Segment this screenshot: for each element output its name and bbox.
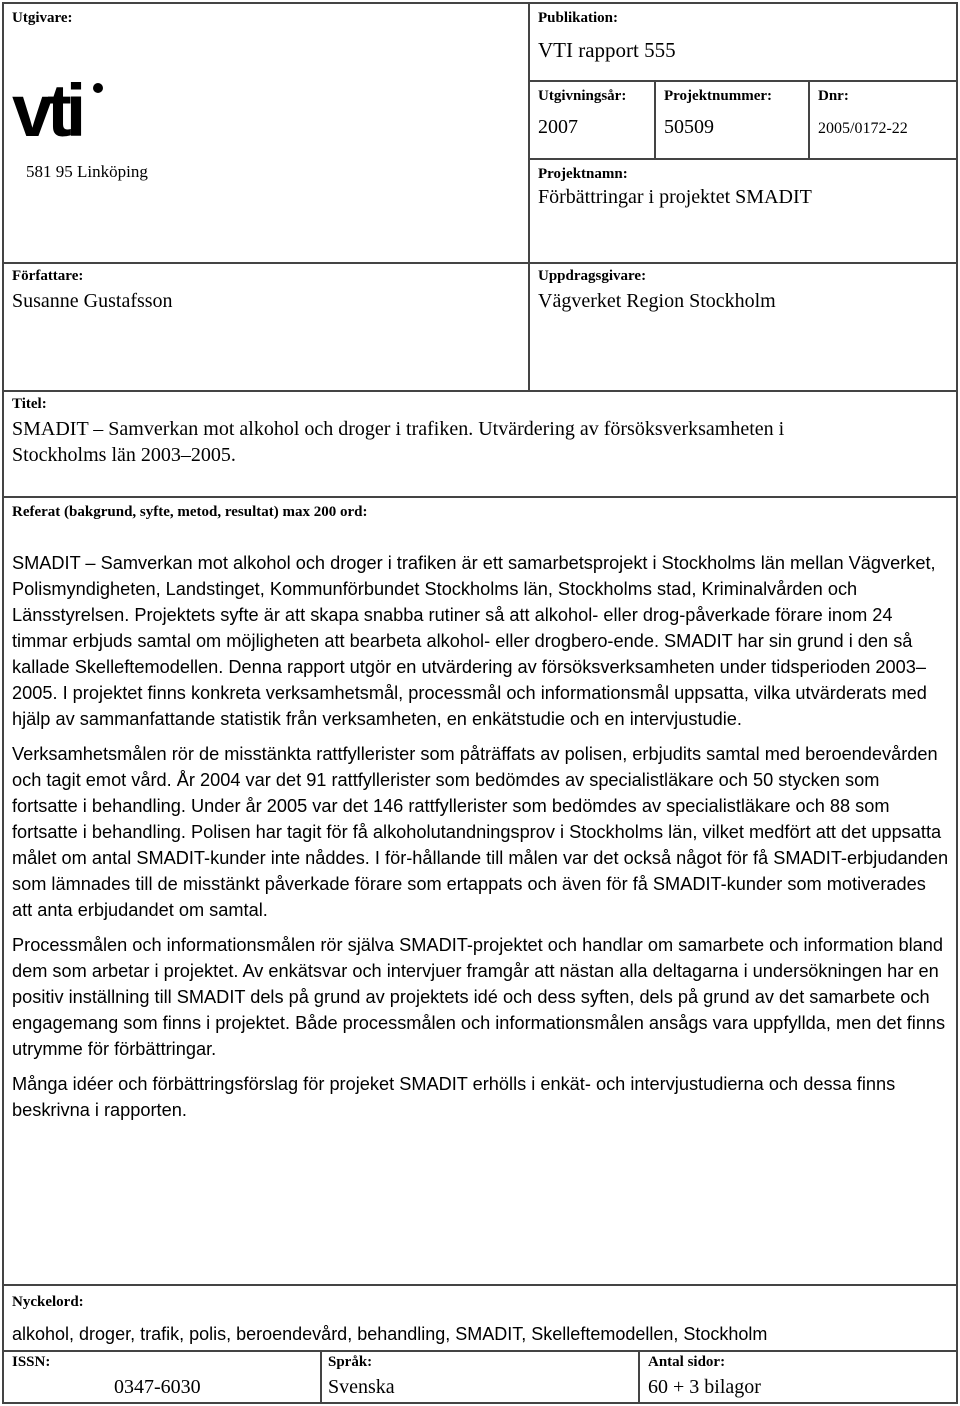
title-box: [2, 390, 958, 498]
title-label: Titel:: [12, 396, 47, 412]
publication-value: VTI rapport 555: [538, 38, 676, 62]
year-box: [528, 80, 656, 160]
dnr-value: 2005/0172-22: [818, 120, 908, 137]
title-line-1: SMADIT – Samverkan mot alkohol och droger i trafiken. Utvärdering av försöksverksamheten i: [12, 418, 785, 440]
project-number-label: Projektnummer:: [664, 88, 773, 104]
issn-label: ISSN:: [12, 1354, 51, 1370]
abstract-box: [2, 496, 958, 1286]
year-label: Utgivningsår:: [538, 88, 627, 104]
abstract-paragraph: Processmålen och informationsmålen rör själva SMADIT-projektet och handlar om samarbete och information bland dem som arbetar i projektet. Av enkätsvar och intervjuer framgår att nästan alla deltagarna i undersökningen har en positiv inställning till SMADIT dels på grund av projektets idé och dess syften, dels på grund av det samarbete och engagemang som finns i projektet. Både processmålen och informationsmålen ansågs vara uppfyllda, men det finns utrymme för förbättringar.: [12, 935, 946, 1059]
keywords-value: alkohol, droger, trafik, polis, beroendevård, behandling, SMADIT, Skelleftemodellen, Stockholm: [12, 1324, 768, 1344]
project-number-value: 50509: [664, 116, 714, 138]
publication-box: [528, 2, 958, 82]
issn-box: [2, 1350, 322, 1404]
vti-logo-text: vti: [12, 82, 81, 144]
pages-value: 60 + 3 bilagor: [648, 1376, 761, 1398]
client-label: Uppdragsgivare:: [538, 268, 647, 284]
pages-box: [638, 1350, 958, 1404]
abstract-label: Referat (bakgrund, syfte, metod, resultat) max 200 ord:: [12, 504, 368, 520]
publisher-label: Utgivare:: [12, 10, 73, 26]
language-box: [320, 1350, 640, 1404]
language-label: Språk:: [328, 1354, 373, 1370]
vti-logo: [12, 82, 104, 144]
pages-label: Antal sidor:: [648, 1354, 726, 1370]
publication-label: Publikation:: [538, 10, 619, 26]
issn-value: 0347-6030: [114, 1376, 201, 1398]
publisher-address: 581 95 Linköping: [26, 162, 148, 181]
year-value: 2007: [538, 116, 578, 138]
client-box: [528, 262, 958, 392]
project-name-value: Förbättringar i projektet SMADIT: [538, 186, 812, 208]
client-value: Vägverket Region Stockholm: [538, 290, 776, 312]
keywords-box: [2, 1284, 958, 1352]
abstract-paragraph: Många idéer och förbättringsförslag för projeket SMADIT erhölls i enkät- och intervjustudierna och dessa finns beskrivna i rapporten.: [12, 1074, 896, 1120]
author-box: [2, 262, 530, 392]
abstract-text: [12, 550, 950, 1132]
author-label: Författare:: [12, 268, 84, 284]
dnr-box: [808, 80, 958, 160]
author-value: Susanne Gustafsson: [12, 290, 173, 312]
keywords-label: Nyckelord:: [12, 1294, 84, 1310]
title-line-2: Stockholms län 2003–2005.: [12, 444, 236, 466]
project-name-label: Projektnamn:: [538, 166, 628, 182]
dnr-label: Dnr:: [818, 88, 849, 104]
abstract-paragraph: Verksamhetsmålen rör de misstänkta rattfyllerister som påträffats av polisen, erbjudits samtal med beroendevården och tagit emot vård. År 2004 var det 91 rattfyllerister som bedömdes av specialistläkare och 50 stycken som fortsatte i behandling. Under år 2005 var det 146 rattfyllerister som bedömdes av specialistläkare och 88 som fortsatte i behandling. Polisen har tagit för få alkoholutandningsprov i Stockholms län, vilket medfört att det uppsatta målet om antal SMADIT-kunder inte nåddes. I för-hållande till målen var det också något för få SMADIT-erbjudanden som lämnades till de misstänkt påverkade förare som ertappats och även för få SMADIT-kunder som motiverades att anta erbjudandet om samtal.: [12, 744, 949, 920]
project-name-box: [528, 158, 958, 264]
project-number-box: [654, 80, 810, 160]
abstract-paragraph: SMADIT – Samverkan mot alkohol och droger i trafiken är ett samarbetsprojekt i Stockholms län mellan Vägverket, Polismyndigheten, Landstinget, Kommunförbundet Stockholms län, Stockholms stad, Kriminalvården och Länsstyrelsen. Projektets syfte är att skapa snabba rutiner så att alkohol- eller drog-påverkade förare inom 24 timmar erbjuds samtal om möjligheten att bearbeta alkohol- eller drogbero-ende. SMADIT har sin grund i den så kallade Skelleftemodellen. Denna rapport utgör en utvärdering av försöksverksamheten under tidsperioden 2003–2005. I projektet finns konkreta verksamhetsmål, processmål och informationsmål uppsatta, vilka utvärderats med hjälp av sammanfattande statistik från verksamheten, en enkätstudie och en intervjustudie.: [12, 553, 936, 729]
language-value: Svenska: [328, 1376, 395, 1398]
